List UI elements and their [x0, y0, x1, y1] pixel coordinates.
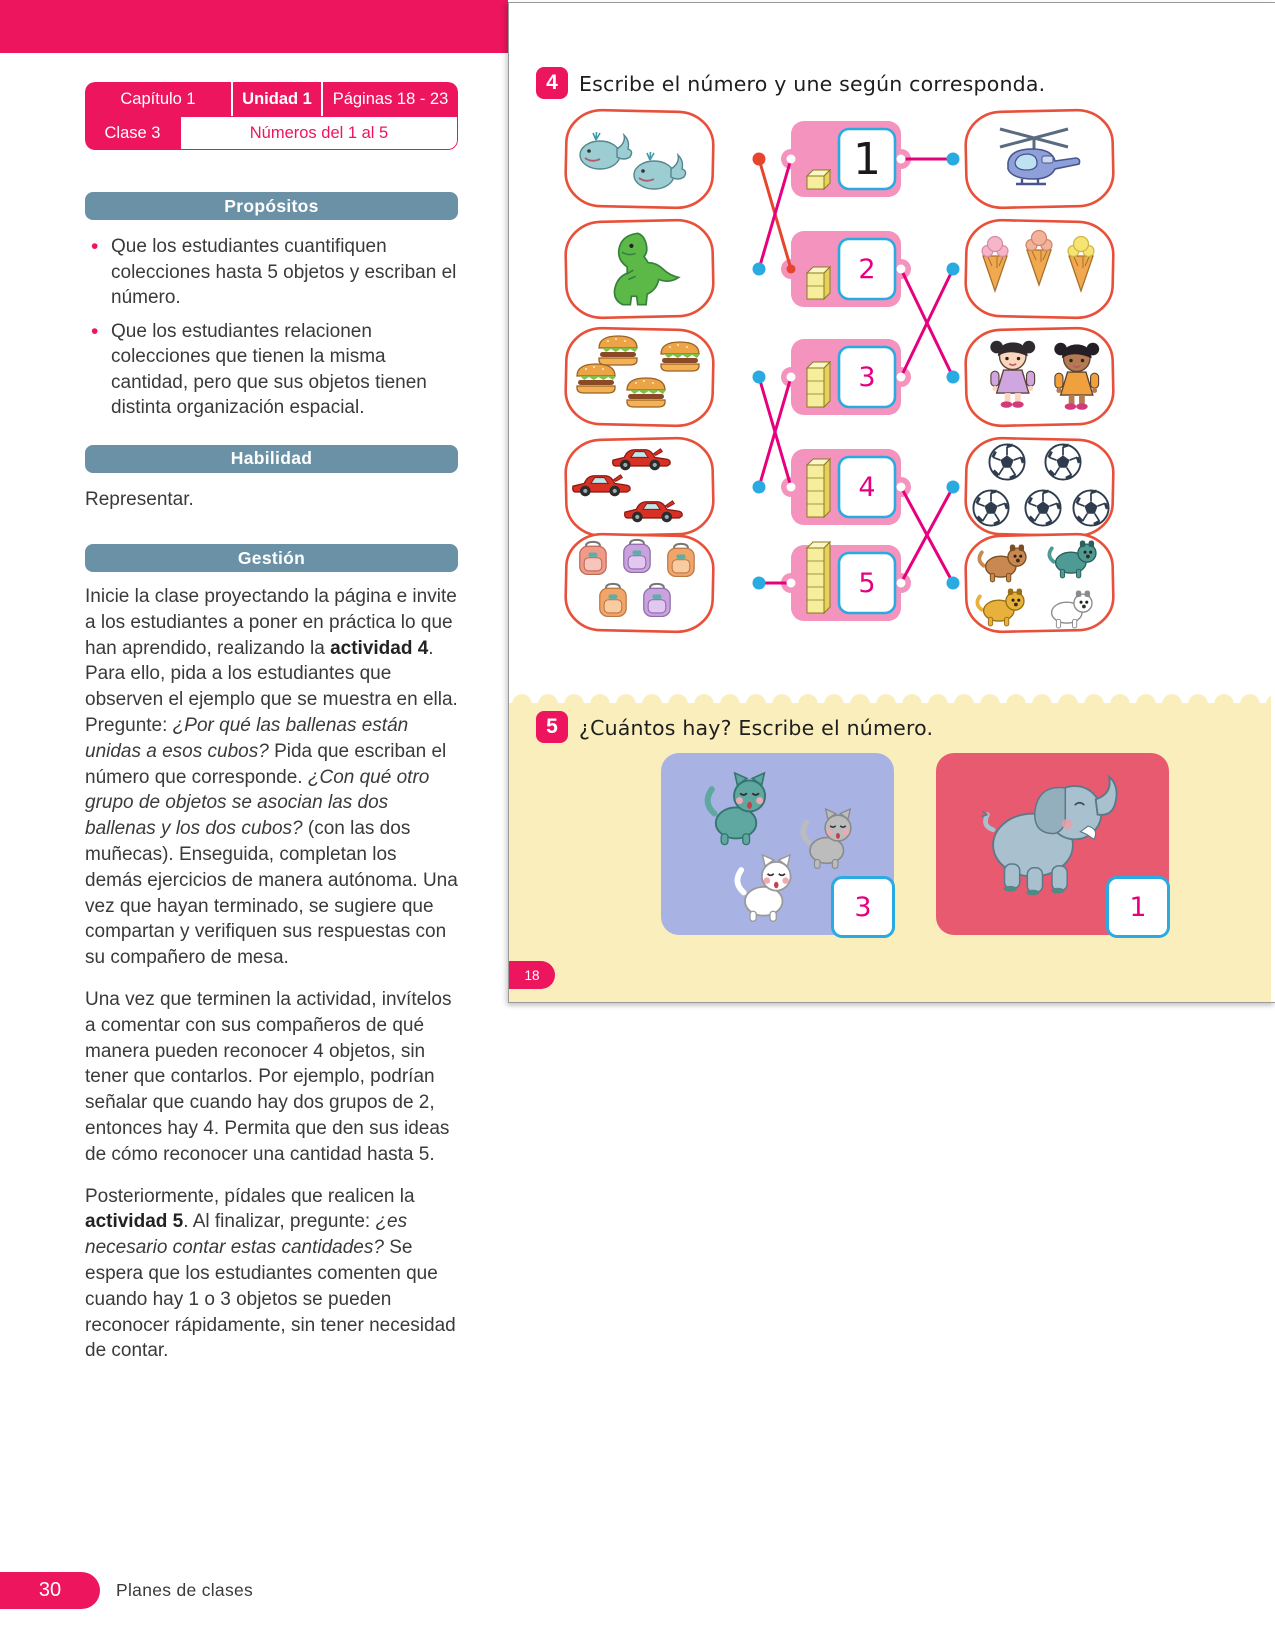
- soccer-ball-icon: [1073, 490, 1108, 525]
- card-number-value: 1: [853, 134, 881, 185]
- backpack-icon: [600, 584, 626, 617]
- match-endpoint-dot: [947, 577, 960, 590]
- card-right-port: [897, 483, 906, 492]
- card-left-port: [787, 155, 796, 164]
- pages-label: Páginas 18 - 23: [332, 89, 449, 108]
- left-group-backpack: [565, 533, 714, 632]
- proposito-bullet: • Que los estudiantes cuantifiquen colecciones hasta 5 objetos y escriban el número.: [85, 234, 458, 311]
- propositos-bullet-list: [85, 234, 458, 421]
- number-card-3: [781, 339, 911, 415]
- right-group-ice-cream: [965, 219, 1114, 318]
- activity4-matching-canvas: [549, 106, 1133, 640]
- card-right-port: [897, 373, 906, 382]
- number-card-4: [781, 449, 911, 525]
- proposito-bullet: • Que los estudiantes relacionen colecciones que tienen la misma cantidad, pero que sus objetos tienen distinta organización espacial.: [85, 319, 458, 421]
- cube-tower-1: [807, 170, 830, 189]
- soccer-ball-icon: [1025, 490, 1060, 525]
- activity5-number-badge: 5: [536, 711, 568, 743]
- activity4-number-badge: 4: [536, 67, 568, 99]
- workbook-page-number-tag: 18: [509, 961, 555, 989]
- left-group-dinosaur: [565, 219, 714, 318]
- topic-label: Números del 1 al 5: [180, 116, 458, 150]
- lesson-header-box: [85, 82, 458, 150]
- card-right-port: [897, 579, 906, 588]
- cat-icon: [708, 773, 765, 845]
- cat-icon: [803, 809, 851, 868]
- gestion-paragraphs: [85, 584, 458, 1364]
- teacher-notes-column: [85, 82, 458, 1364]
- soccer-ball-icon: [973, 490, 1008, 525]
- section-title-gestion: Gestión: [85, 544, 458, 572]
- left-group-whale: [565, 109, 714, 208]
- match-endpoint-dot: [947, 153, 960, 166]
- count-card-elephant: [936, 753, 1169, 935]
- match-endpoint-dot: [947, 371, 960, 384]
- cube-tower-4: [807, 459, 830, 517]
- section-title-habilidad: Habilidad: [85, 445, 458, 473]
- top-accent-bar: [0, 0, 508, 53]
- cube-tower-3: [807, 362, 830, 407]
- card-number-value: 2: [858, 254, 876, 285]
- guide-page-number: 30: [0, 1572, 100, 1609]
- cube-tower-2: [807, 267, 830, 299]
- lesson-header-row2: [85, 116, 458, 150]
- student-workbook-page: [508, 2, 1275, 1003]
- backpack-icon: [668, 544, 694, 577]
- match-endpoint-dot: [947, 481, 960, 494]
- elephant-icon: [982, 777, 1117, 896]
- count-answer-box[interactable]: 3: [831, 876, 895, 938]
- card-right-port: [897, 155, 906, 164]
- match-endpoint-dot: [753, 481, 766, 494]
- card-right-port: [897, 265, 906, 274]
- chapter-label: Capítulo 1: [85, 82, 233, 116]
- gestion-paragraph: Inicie la clase proyectando la página e invite a los estudiantes a poner en práctica lo que han aprendido, realizando la actividad 4. Para ello, pida a los estudiantes que observen el ejemplo que se muestra en ella. Pregunte: ¿Por qué las ballenas están unidas a esos cubos? Pida que escriban el número que corresponde. ¿Con qué otro grupo de objetos se asocian las dos ballenas y los dos cubos? (con las dos muñecas). Enseguida, completan los demás ejercicios de manera autónoma. Una vez que hayan terminado, se sugiere que compartan y verifiquen sus respuestas con su compañero de mesa.: [85, 586, 458, 969]
- soccer-ball-icon: [989, 444, 1024, 479]
- backpack-icon: [644, 584, 670, 617]
- left-group-hamburger: [565, 327, 714, 426]
- match-endpoint-dot: [753, 577, 766, 590]
- cube-tower-5: [807, 542, 830, 613]
- backpack-icon: [624, 540, 650, 573]
- class-label: Clase 3: [85, 116, 180, 150]
- number-card-1: [781, 121, 911, 197]
- left-group-race-car: [565, 437, 714, 536]
- card-number-value: 3: [858, 362, 876, 393]
- card-left-port: [787, 579, 796, 588]
- count-answer-box[interactable]: 1: [1106, 876, 1170, 938]
- gestion-paragraph: Una vez que terminen la actividad, invítelos a comentar con sus compañeros de qué manera pueden reconocer 4 objetos, sin tener que contarlos. Por ejemplo, podrían señalar que cuando hay dos grupos de 2, entonces hay 4. Permita que den sus ideas de cómo reconocer una cantidad hasta 5.: [85, 988, 452, 1165]
- backpack-icon: [580, 542, 606, 575]
- card-left-port: [787, 483, 796, 492]
- card-left-port: [787, 265, 796, 274]
- match-endpoint-dot: [753, 371, 766, 384]
- right-group-soccer-ball: [965, 437, 1114, 536]
- count-card-cat: [661, 753, 894, 935]
- soccer-ball-icon: [1045, 444, 1080, 479]
- right-group-doll: [965, 327, 1114, 426]
- match-endpoint-dot: [947, 263, 960, 276]
- match-endpoint-dot: [753, 153, 766, 166]
- section-title-propositos: Propósitos: [85, 192, 458, 220]
- activity4-instruction: Escribe el número y une según corresponda.: [579, 72, 1046, 96]
- match-endpoint-dot: [753, 263, 766, 276]
- right-group-helicopter: [965, 109, 1114, 208]
- activity5-instruction: ¿Cuántos hay? Escribe el número.: [579, 716, 934, 740]
- right-group-dog: [965, 533, 1114, 632]
- number-card-2: [781, 231, 911, 307]
- cat-icon: [737, 855, 790, 921]
- gestion-paragraph: Posteriormente, pídales que realicen la actividad 5. Al finalizar, pregunte: ¿es necesario contar estas cantidades? Se espera que los estudiantes comenten que cuando hay 1 o 3 objetos se pueden reconocer rápidamente, sin tener necesidad de contar.: [85, 1185, 456, 1362]
- habilidad-text: Representar.: [85, 488, 194, 510]
- card-number-value: 4: [858, 472, 876, 503]
- number-card-5: [781, 542, 911, 621]
- lesson-header-row1: [85, 82, 458, 116]
- unit-label: Unidad 1: [233, 82, 323, 116]
- activity5-panel: [509, 703, 1271, 1002]
- card-number-value: 5: [858, 568, 876, 599]
- card-left-port: [787, 373, 796, 382]
- guide-footer-label: Planes de clases: [116, 1580, 254, 1600]
